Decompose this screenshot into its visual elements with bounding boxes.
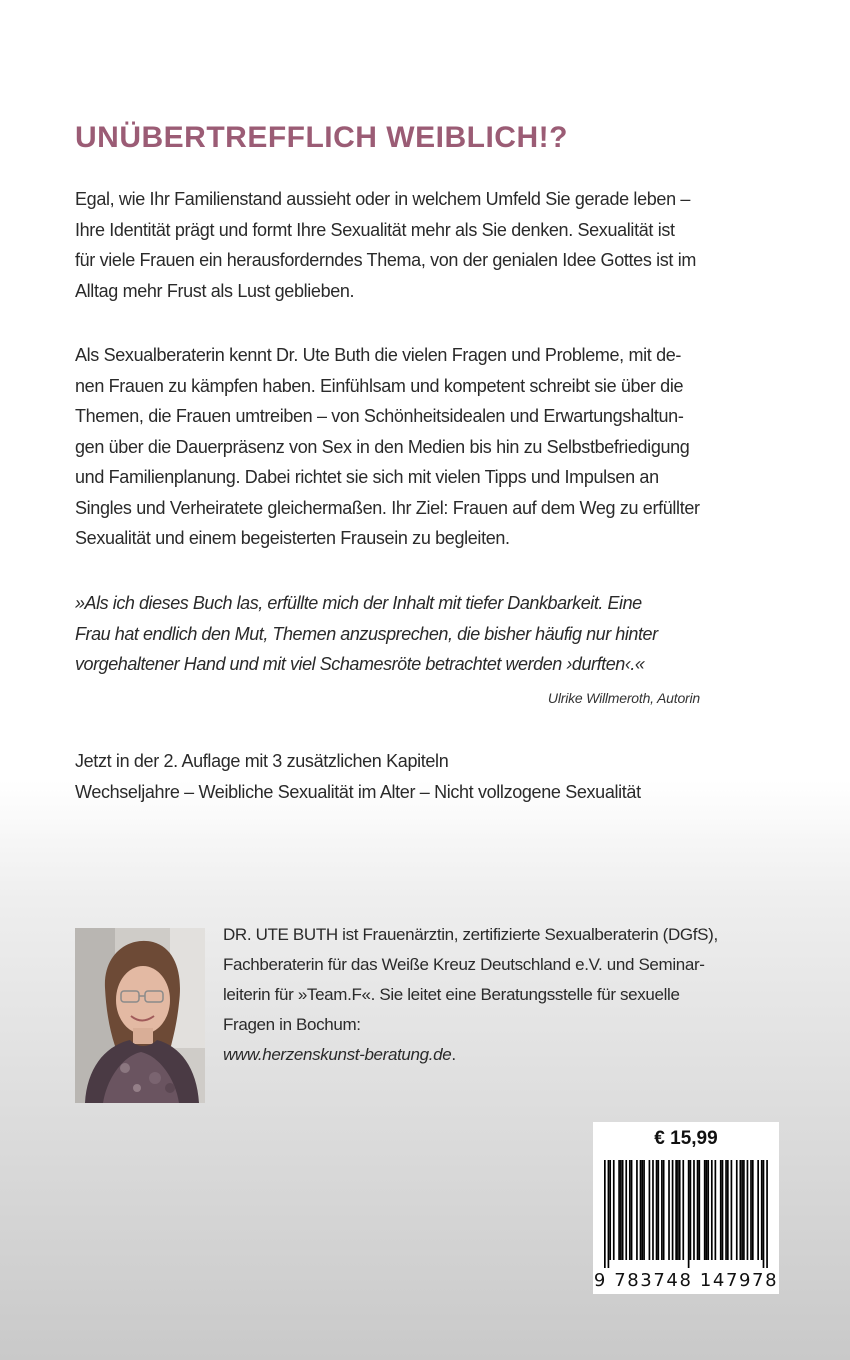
- description-line: Sexualität und einem begeisterten Frausein zu begleiten.: [75, 528, 510, 548]
- intro-line: Ihre Identität prägt und formt Ihre Sexualität mehr als Sie denken. Sexualität ist: [75, 219, 675, 240]
- author-portrait-image: [75, 928, 205, 1103]
- bio-line: Fragen in Bochum:: [223, 1015, 361, 1034]
- edition-chapters: Wechseljahre – Weibliche Sexualität im Alter – Nicht vollzogene Sexualität: [75, 781, 641, 802]
- barcode-bar: [661, 1160, 663, 1260]
- barcode-bar: [743, 1160, 745, 1260]
- description-line: Singles und Verheiratete gleichermaßen. Ihr Ziel: Frauen auf dem Weg zu erfüllter: [75, 497, 700, 518]
- barcode-bar: [750, 1160, 752, 1260]
- barcode-bar: [613, 1160, 615, 1260]
- description-line: gen über die Dauerpräsenz von Sex in den Medien bis hin zu Selbstbefriedigung: [75, 436, 690, 457]
- barcode-bar: [731, 1160, 733, 1260]
- barcode-bar: [604, 1160, 606, 1268]
- barcode-bar: [636, 1160, 638, 1260]
- edition-line: Jetzt in der 2. Auflage mit 3 zusätzlichen Kapiteln: [75, 751, 449, 771]
- barcode-bar: [752, 1160, 754, 1260]
- barcode-bar: [688, 1160, 690, 1268]
- author-website-link[interactable]: www.herzenskunst-beratung.de: [223, 1045, 452, 1064]
- barcode-bar: [690, 1160, 692, 1260]
- barcode-bar: [622, 1160, 624, 1260]
- bio-line: leiterin für »Team.F«. Sie leitet eine Beratungsstelle für sexuelle: [223, 985, 680, 1004]
- barcode-bar: [609, 1160, 611, 1260]
- quote-line: »Als ich dieses Buch las, erfüllte mich der Inhalt mit tiefer Dankbarkeit. Eine: [75, 593, 642, 613]
- description-line: Themen, die Frauen umtreiben – von Schönheitsidealen und Erwartungshaltun-: [75, 406, 684, 426]
- price-label: € 15,99: [654, 1128, 718, 1149]
- description-line: und Familienplanung. Dabei richtet sie sich mit vielen Tipps und Impulsen an: [75, 467, 659, 487]
- description-line: nen Frauen zu kämpfen haben. Einfühlsam und kompetent schreibt sie über die: [75, 375, 684, 396]
- intro-line: Egal, wie Ihr Familienstand aussieht oder in welchem Umfeld Sie gerade leben –: [75, 189, 691, 209]
- bio-url-line: [223, 1040, 783, 1070]
- testimonial-quote: [75, 588, 725, 680]
- author-photo: [75, 928, 205, 1103]
- barcode-bar: [675, 1160, 677, 1260]
- intro-line: für viele Frauen ein herausforderndes Thema, von der genialen Idee Gottes ist im: [75, 250, 697, 270]
- bio-line: DR. UTE BUTH ist Frauenärztin, zertifizierte Sexualberaterin (DGfS),: [223, 925, 718, 944]
- url-period: .: [451, 1045, 456, 1064]
- barcode-bar: [766, 1160, 768, 1268]
- barcode-bar: [722, 1160, 724, 1260]
- barcode-bar: [657, 1160, 659, 1260]
- barcode-bar: [679, 1160, 681, 1260]
- barcode-bar: [763, 1160, 765, 1268]
- quote-line: Frau hat endlich den Mut, Themen anzusprechen, die bisher häufig nur hinter: [75, 623, 658, 644]
- barcode-bar: [704, 1160, 706, 1260]
- barcode-bar: [620, 1160, 622, 1260]
- barcode-bar: [656, 1160, 658, 1260]
- barcode-bar: [715, 1160, 717, 1260]
- barcode-bar: [618, 1160, 620, 1260]
- barcode-bar: [697, 1160, 699, 1260]
- barcode-bar: [706, 1160, 708, 1260]
- barcode-bar: [747, 1160, 749, 1260]
- barcode-bar: [649, 1160, 651, 1260]
- barcode-bar: [707, 1160, 709, 1260]
- barcode-bar: [727, 1160, 729, 1260]
- barcode-bar: [640, 1160, 642, 1260]
- intro-paragraph: [75, 184, 725, 306]
- barcode-bar: [652, 1160, 654, 1260]
- author-bio: [223, 920, 783, 1070]
- barcode-bar: [643, 1160, 645, 1260]
- barcode-bar: [672, 1160, 674, 1260]
- barcode-bar: [677, 1160, 679, 1260]
- barcode-bar: [663, 1160, 665, 1260]
- barcode-bar: [757, 1160, 759, 1260]
- isbn-number: 9 783748 147978: [593, 1270, 779, 1291]
- price-barcode-box: [593, 1122, 779, 1294]
- barcode-bar: [641, 1160, 643, 1260]
- description-paragraph: [75, 340, 725, 554]
- barcode-bar: [761, 1160, 763, 1260]
- book-title: UNÜBERTREFFLICH WEIBLICH!?: [75, 121, 568, 154]
- barcode-bar: [682, 1160, 684, 1260]
- quote-line: vorgehaltener Hand und mit viel Schamesröte betrachtet werden ›durften‹.«: [75, 654, 645, 674]
- barcode-bar: [668, 1160, 670, 1260]
- description-line: Als Sexualberaterin kennt Dr. Ute Buth die vielen Fragen und Probleme, mit de-: [75, 345, 682, 365]
- barcode-bar: [736, 1160, 738, 1260]
- barcode-bar: [631, 1160, 633, 1260]
- barcode-bar: [739, 1160, 741, 1260]
- barcode-bar: [693, 1160, 695, 1260]
- isbn-barcode: [604, 1160, 768, 1268]
- barcode-bar: [698, 1160, 700, 1260]
- intro-line: Alltag mehr Frust als Lust geblieben.: [75, 280, 355, 301]
- barcode-bar: [629, 1160, 631, 1260]
- bio-line: Fachberaterin für das Weiße Kreuz Deutschland e.V. und Seminar-: [223, 955, 705, 974]
- barcode-bar: [625, 1160, 627, 1260]
- edition-note: [75, 746, 775, 807]
- quote-attribution: Ulrike Willmeroth, Autorin: [547, 690, 700, 706]
- barcode-bar: [720, 1160, 722, 1260]
- barcode-bar: [725, 1160, 727, 1260]
- barcode-bar: [741, 1160, 743, 1260]
- barcode-bar: [608, 1160, 610, 1268]
- barcode-bar: [711, 1160, 713, 1260]
